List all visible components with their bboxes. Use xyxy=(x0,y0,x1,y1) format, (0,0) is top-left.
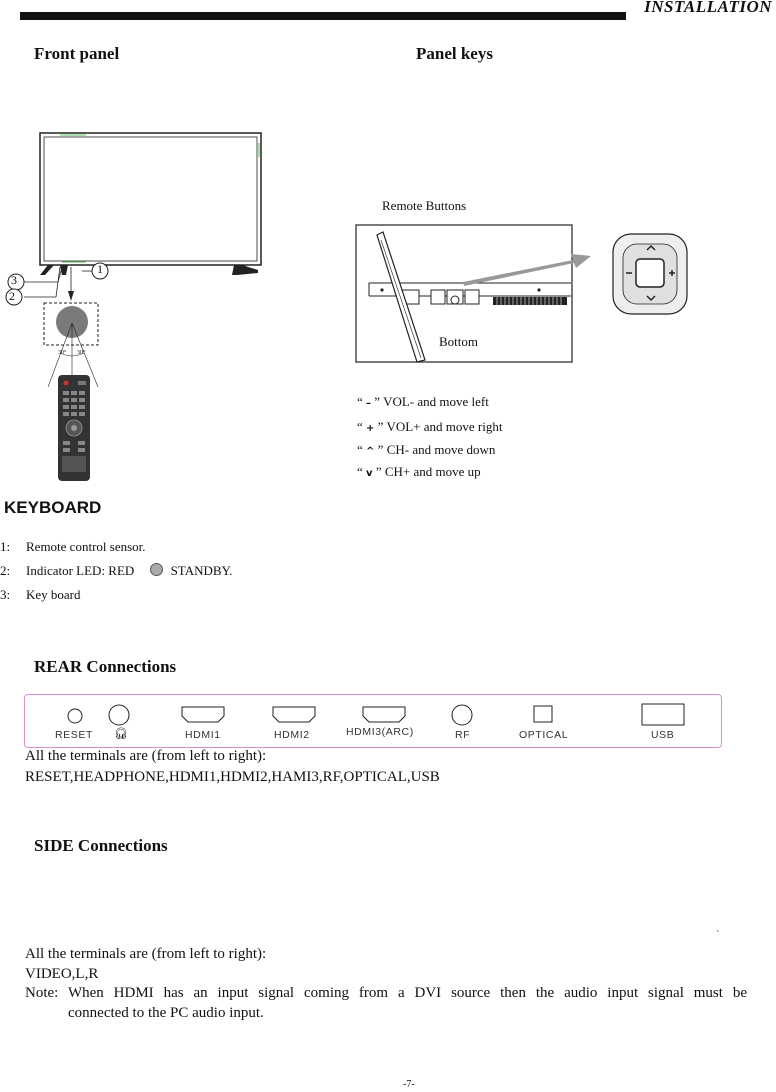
side-terminals-intro: All the terminals are (from left to right): xyxy=(25,946,267,962)
key-vol-plus-text: ” VOL+ and move right xyxy=(377,419,503,434)
header-rule xyxy=(20,12,626,20)
key-ch-minus-text: ” CH- and move down xyxy=(377,442,496,457)
callout-3-number: 3 xyxy=(11,273,17,287)
port-label-reset: RESET xyxy=(55,729,94,741)
quote-open: “ xyxy=(357,464,363,479)
page-number: -7- xyxy=(403,1079,415,1090)
rear-terminals-list: RESET,HEADPHONE,HDMI1,HDMI2,HAMI3,RF,OPTICAL,USB xyxy=(25,769,440,785)
port-label-hdmi3-arc: HDMI3(ARC) xyxy=(346,726,414,738)
legend-number: 1: xyxy=(0,539,11,554)
port-label-rf: RF xyxy=(455,729,471,741)
bottom-label: Bottom xyxy=(439,334,479,349)
legend-text: Remote control sensor. xyxy=(26,539,146,554)
key-vol-plus-line xyxy=(357,419,502,435)
rear-port-shapes xyxy=(24,694,722,748)
key-ch-minus-line xyxy=(357,442,495,458)
page-section-title: INSTALLATION xyxy=(644,0,772,16)
key-vol-minus-text: ” VOL- and move left xyxy=(374,394,489,409)
port-label-hdmi1: HDMI1 xyxy=(185,729,221,741)
legend-number: 2: xyxy=(0,563,11,578)
headphone-icon: 🎧︎ xyxy=(114,727,128,740)
quote-open: “ xyxy=(357,394,363,409)
tv-bottom-panel-illustration xyxy=(355,220,695,365)
remote-buttons-label: Remote Buttons xyxy=(382,198,467,213)
quote-open: “ xyxy=(357,442,363,457)
legend-text: Indicator LED: RED xyxy=(26,563,135,578)
legend-suffix: STANDBY. xyxy=(170,563,233,578)
keyboard-heading: KEYBOARD xyxy=(4,498,102,517)
minus-icon: – xyxy=(366,398,372,409)
angle-right-label: 30° xyxy=(77,350,86,356)
chevron-down-icon: v xyxy=(366,468,373,479)
chevron-up-icon: ^ xyxy=(366,446,375,457)
side-connections-heading: SIDE Connections xyxy=(34,836,168,855)
legend-item-1 xyxy=(0,539,146,555)
port-label-hdmi2: HDMI2 xyxy=(274,729,310,741)
key-ch-plus-text: ” CH+ and move up xyxy=(375,464,481,479)
legend-text: Key board xyxy=(26,587,81,602)
led-indicator-icon xyxy=(150,563,163,576)
key-ch-plus-line xyxy=(357,464,481,480)
front-panel-heading: Front panel xyxy=(34,44,120,63)
side-note-continued: connected to the PC audio input. xyxy=(68,1005,264,1021)
angle-left-label: 30° xyxy=(58,350,67,356)
key-vol-minus-line xyxy=(357,394,489,410)
callout-2-number: 2 xyxy=(9,289,15,303)
panel-keys-heading: Panel keys xyxy=(416,44,493,63)
side-note: Note: When HDMI has an input signal coming from a DVI source then the audio input signal must be xyxy=(25,985,747,1001)
plus-icon: + xyxy=(366,423,375,434)
side-terminals-list: VIDEO,L,R xyxy=(25,966,99,982)
quote-open: “ xyxy=(357,419,363,434)
callout-1-number: 1 xyxy=(97,262,103,276)
tv-front-illustration xyxy=(0,125,300,495)
legend-item-3 xyxy=(0,587,81,603)
legend-item-2 xyxy=(0,563,233,579)
port-label-usb: USB xyxy=(651,729,675,741)
stray-mark: ` xyxy=(716,930,720,941)
port-label-optical: OPTICAL xyxy=(519,729,569,741)
rear-connections-heading: REAR Connections xyxy=(34,657,177,676)
rear-terminals-intro: All the terminals are (from left to right): xyxy=(25,748,267,764)
legend-number: 3: xyxy=(0,587,11,602)
